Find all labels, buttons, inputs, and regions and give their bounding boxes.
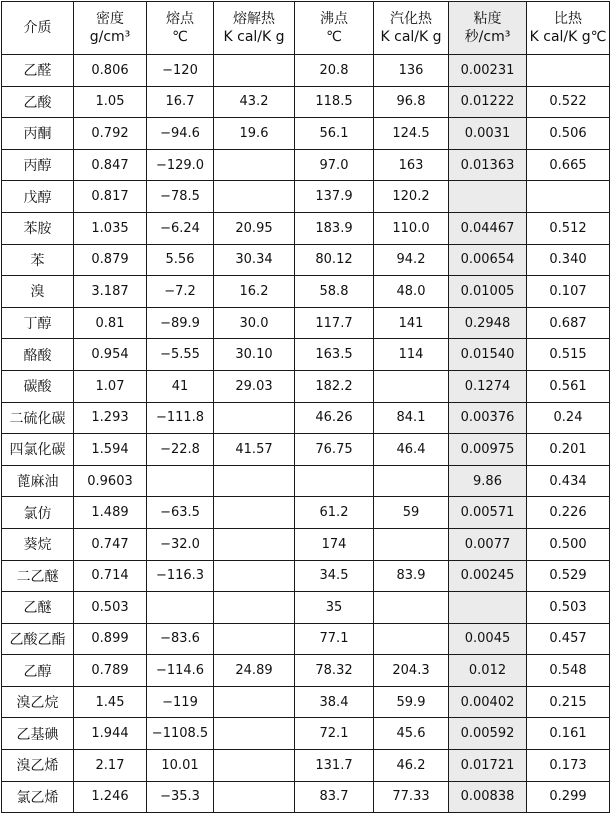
medium-name-cell: 溴 — [2, 276, 74, 308]
table-cell: −1108.5 — [147, 718, 214, 750]
table-row — [2, 686, 610, 718]
table-cell: 0.81 — [74, 307, 147, 339]
table-cell — [214, 497, 295, 529]
column-unit: ℃ — [326, 29, 342, 45]
table-cell: 0.340 — [527, 244, 610, 276]
column-name: 汽化热 — [390, 11, 432, 27]
table-cell: 0.665 — [527, 149, 610, 181]
table-cell — [527, 55, 610, 87]
column-unit: ℃ — [172, 29, 188, 45]
table-cell: 1.07 — [74, 370, 147, 402]
column-name: 熔解热 — [233, 11, 275, 27]
table-row — [2, 118, 610, 150]
column-name: 密度 — [96, 11, 124, 27]
table-cell — [374, 370, 449, 402]
table-cell: 10.01 — [147, 750, 214, 782]
table-cell: 0.529 — [527, 560, 610, 592]
medium-name-cell: 乙醛 — [2, 55, 74, 87]
table-row — [2, 402, 610, 434]
table-cell: 131.7 — [295, 750, 374, 782]
table-cell: 0.215 — [527, 686, 610, 718]
table-cell: 0.24 — [527, 402, 610, 434]
table-cell: 0.847 — [74, 149, 147, 181]
table-cell: 59.9 — [374, 686, 449, 718]
table-cell: 0.9603 — [74, 465, 147, 497]
table-cell: −6.24 — [147, 212, 214, 244]
table-row — [2, 181, 610, 213]
table-cell — [147, 592, 214, 624]
table-cell: −129.0 — [147, 149, 214, 181]
table-row — [2, 370, 610, 402]
table-cell: 0.04467 — [449, 212, 527, 244]
table-cell — [374, 465, 449, 497]
table-cell: 29.03 — [214, 370, 295, 402]
table-cell: 46.4 — [374, 434, 449, 466]
column-header — [449, 2, 527, 55]
table-cell — [374, 528, 449, 560]
table-row — [2, 307, 610, 339]
medium-name-cell: 苯 — [2, 244, 74, 276]
table-cell: 94.2 — [374, 244, 449, 276]
table-row — [2, 497, 610, 529]
header-row — [2, 2, 610, 55]
table-cell: 0.0077 — [449, 528, 527, 560]
table-cell: −5.55 — [147, 339, 214, 371]
table-cell: 24.89 — [214, 655, 295, 687]
table-cell: 56.1 — [295, 118, 374, 150]
table-cell: 0.0031 — [449, 118, 527, 150]
table-cell — [214, 528, 295, 560]
table-cell: 41.57 — [214, 434, 295, 466]
table-cell: −83.6 — [147, 623, 214, 655]
medium-name-cell: 碳酸 — [2, 370, 74, 402]
medium-name-cell: 氯仿 — [2, 497, 74, 529]
table-cell: 30.34 — [214, 244, 295, 276]
table-cell: 0.00571 — [449, 497, 527, 529]
table-cell: 0.01005 — [449, 276, 527, 308]
table-cell: 0.806 — [74, 55, 147, 87]
table-row — [2, 212, 610, 244]
table-row — [2, 718, 610, 750]
table-cell: 43.2 — [214, 86, 295, 118]
table-cell: −89.9 — [147, 307, 214, 339]
table-cell: 141 — [374, 307, 449, 339]
medium-name-cell: 葵烷 — [2, 528, 74, 560]
table-row — [2, 528, 610, 560]
table-cell: 46.2 — [374, 750, 449, 782]
medium-name-cell: 丙酮 — [2, 118, 74, 150]
table-cell: 182.2 — [295, 370, 374, 402]
table-row — [2, 55, 610, 87]
table-cell: −119 — [147, 686, 214, 718]
table-cell: 0.00975 — [449, 434, 527, 466]
table-cell: 3.187 — [74, 276, 147, 308]
column-name: 粘度 — [473, 11, 502, 27]
table-cell: 0.500 — [527, 528, 610, 560]
table-row — [2, 781, 610, 813]
table-cell: 0.561 — [527, 370, 610, 402]
table-cell: −32.0 — [147, 528, 214, 560]
table-cell: −7.2 — [147, 276, 214, 308]
table-cell: 45.6 — [374, 718, 449, 750]
column-unit: g/cm³ — [89, 29, 131, 45]
table-cell: 163 — [374, 149, 449, 181]
table-cell — [449, 181, 527, 213]
column-unit: K cal/K g — [223, 29, 285, 45]
table-cell: 0.714 — [74, 560, 147, 592]
table-cell: 76.75 — [295, 434, 374, 466]
table-cell: 183.9 — [295, 212, 374, 244]
column-name: 熔点 — [166, 11, 194, 27]
table-cell: −78.5 — [147, 181, 214, 213]
table-cell: 0.00838 — [449, 781, 527, 813]
table-cell: 0.512 — [527, 212, 610, 244]
table-cell: −63.5 — [147, 497, 214, 529]
table-cell: 96.8 — [374, 86, 449, 118]
table-cell: 0.012 — [449, 655, 527, 687]
table-cell — [214, 750, 295, 782]
table-cell: 30.10 — [214, 339, 295, 371]
table-cell: 0.173 — [527, 750, 610, 782]
table-cell — [147, 465, 214, 497]
table-cell: 77.1 — [295, 623, 374, 655]
table-cell: 1.035 — [74, 212, 147, 244]
table-cell: 0.201 — [527, 434, 610, 466]
table-cell — [214, 181, 295, 213]
table-body — [2, 55, 610, 813]
table-row — [2, 434, 610, 466]
table-cell: 0.00654 — [449, 244, 527, 276]
table-cell — [374, 592, 449, 624]
medium-name-cell: 酪酸 — [2, 339, 74, 371]
table-cell: 1.489 — [74, 497, 147, 529]
table-cell — [214, 402, 295, 434]
table-cell: 72.1 — [295, 718, 374, 750]
table-cell: −120 — [147, 55, 214, 87]
table-cell: 1.05 — [74, 86, 147, 118]
table-cell: 0.226 — [527, 497, 610, 529]
table-cell: 83.9 — [374, 560, 449, 592]
medium-name-cell: 乙醇 — [2, 655, 74, 687]
table-cell: −22.8 — [147, 434, 214, 466]
table-cell: −114.6 — [147, 655, 214, 687]
table-cell: 0.789 — [74, 655, 147, 687]
table-cell: −111.8 — [147, 402, 214, 434]
column-header — [295, 2, 374, 55]
column-unit: K cal/K g℃ — [529, 29, 607, 45]
table-cell: 1.594 — [74, 434, 147, 466]
table-cell: 84.1 — [374, 402, 449, 434]
table-cell: 58.8 — [295, 276, 374, 308]
medium-name-cell: 乙酸乙酯 — [2, 623, 74, 655]
table-cell: 0.161 — [527, 718, 610, 750]
table-cell: 41 — [147, 370, 214, 402]
table-cell — [214, 623, 295, 655]
table-cell: 1.246 — [74, 781, 147, 813]
table-cell: 0.01721 — [449, 750, 527, 782]
table-cell: 0.503 — [527, 592, 610, 624]
table-cell: 16.7 — [147, 86, 214, 118]
table-cell: 0.747 — [74, 528, 147, 560]
table-cell: 0.01363 — [449, 149, 527, 181]
table-cell — [214, 560, 295, 592]
column-unit: K cal/K g — [380, 29, 442, 45]
table-row — [2, 655, 610, 687]
table-cell: 0.954 — [74, 339, 147, 371]
table-cell: 5.56 — [147, 244, 214, 276]
table-cell: 0.107 — [527, 276, 610, 308]
table-cell — [374, 623, 449, 655]
table-row — [2, 592, 610, 624]
table-cell: 97.0 — [295, 149, 374, 181]
medium-name-cell: 丁醇 — [2, 307, 74, 339]
table-cell: 0.00376 — [449, 402, 527, 434]
table-cell: 0.01540 — [449, 339, 527, 371]
medium-name-cell: 溴乙烷 — [2, 686, 74, 718]
table-cell: 0.522 — [527, 86, 610, 118]
table-cell: 9.86 — [449, 465, 527, 497]
column-unit: 秒/cm³ — [464, 29, 511, 45]
table-cell: 0.0045 — [449, 623, 527, 655]
medium-name-cell: 二乙醚 — [2, 560, 74, 592]
table-row — [2, 149, 610, 181]
table-cell: 0.00592 — [449, 718, 527, 750]
table-cell — [527, 181, 610, 213]
table-cell — [214, 149, 295, 181]
table-cell: 0.792 — [74, 118, 147, 150]
table-cell: 77.33 — [374, 781, 449, 813]
column-name: 沸点 — [320, 11, 348, 27]
table-cell: 137.9 — [295, 181, 374, 213]
table-cell: 0.01222 — [449, 86, 527, 118]
table-cell: 20.95 — [214, 212, 295, 244]
table-cell: 0.879 — [74, 244, 147, 276]
column-header — [527, 2, 610, 55]
table-cell: 20.8 — [295, 55, 374, 87]
table-row — [2, 560, 610, 592]
medium-name-cell: 苯胺 — [2, 212, 74, 244]
table-cell: 163.5 — [295, 339, 374, 371]
table-cell: 59 — [374, 497, 449, 529]
table-cell: 204.3 — [374, 655, 449, 687]
table-cell: 80.12 — [295, 244, 374, 276]
table-cell: 1.293 — [74, 402, 147, 434]
table-cell: 0.299 — [527, 781, 610, 813]
column-header — [214, 2, 295, 55]
table-cell: 117.7 — [295, 307, 374, 339]
table-cell: 38.4 — [295, 686, 374, 718]
physical-properties-table — [1, 1, 610, 813]
table-cell: 35 — [295, 592, 374, 624]
table-cell: −94.6 — [147, 118, 214, 150]
table-cell — [214, 781, 295, 813]
table-row — [2, 276, 610, 308]
table-cell: 136 — [374, 55, 449, 87]
table-cell: 114 — [374, 339, 449, 371]
table-cell: 83.7 — [295, 781, 374, 813]
table-cell — [295, 465, 374, 497]
table-cell: 0.899 — [74, 623, 147, 655]
table-cell: 34.5 — [295, 560, 374, 592]
table-cell: 0.00402 — [449, 686, 527, 718]
table-cell — [214, 686, 295, 718]
table-cell: 0.2948 — [449, 307, 527, 339]
table-row — [2, 465, 610, 497]
table-cell: 1.45 — [74, 686, 147, 718]
table-row — [2, 623, 610, 655]
table-cell: 46.26 — [295, 402, 374, 434]
medium-name-cell: 四氯化碳 — [2, 434, 74, 466]
table-cell: 120.2 — [374, 181, 449, 213]
table-cell: 0.457 — [527, 623, 610, 655]
table-cell: 0.00245 — [449, 560, 527, 592]
column-header — [374, 2, 449, 55]
table-cell: −116.3 — [147, 560, 214, 592]
column-header — [147, 2, 214, 55]
table-cell: 0.00231 — [449, 55, 527, 87]
table-row — [2, 86, 610, 118]
table-cell: 19.6 — [214, 118, 295, 150]
table-cell: 0.506 — [527, 118, 610, 150]
table-cell: 61.2 — [295, 497, 374, 529]
table-cell — [449, 592, 527, 624]
medium-name-cell: 乙醚 — [2, 592, 74, 624]
table-cell — [214, 592, 295, 624]
table-cell: 0.434 — [527, 465, 610, 497]
medium-name-cell: 戊醇 — [2, 181, 74, 213]
table-cell: 0.687 — [527, 307, 610, 339]
table-cell — [214, 465, 295, 497]
medium-name-cell: 溴乙烯 — [2, 750, 74, 782]
table-cell: 0.548 — [527, 655, 610, 687]
table-cell: 2.17 — [74, 750, 147, 782]
column-name: 比热 — [554, 11, 582, 27]
table-cell: 78.32 — [295, 655, 374, 687]
table-cell: 110.0 — [374, 212, 449, 244]
table-cell: 124.5 — [374, 118, 449, 150]
table-cell: −35.3 — [147, 781, 214, 813]
table-cell: 1.944 — [74, 718, 147, 750]
table-row — [2, 244, 610, 276]
medium-name-cell: 乙酸 — [2, 86, 74, 118]
table-cell: 118.5 — [295, 86, 374, 118]
table-cell: 16.2 — [214, 276, 295, 308]
medium-name-cell: 乙基碘 — [2, 718, 74, 750]
table-cell: 174 — [295, 528, 374, 560]
medium-name-cell: 丙醇 — [2, 149, 74, 181]
table-cell: 0.1274 — [449, 370, 527, 402]
table-cell: 0.503 — [74, 592, 147, 624]
medium-name-cell: 氯乙烯 — [2, 781, 74, 813]
table-cell: 30.0 — [214, 307, 295, 339]
column-header — [2, 2, 74, 55]
table-cell: 0.515 — [527, 339, 610, 371]
medium-name-cell: 二硫化碳 — [2, 402, 74, 434]
column-name: 介质 — [23, 20, 52, 36]
column-header — [74, 2, 147, 55]
table-cell: 48.0 — [374, 276, 449, 308]
table-row — [2, 750, 610, 782]
table-cell — [214, 55, 295, 87]
medium-name-cell: 蓖麻油 — [2, 465, 74, 497]
table-cell: 0.817 — [74, 181, 147, 213]
table-row — [2, 339, 610, 371]
table-cell — [214, 718, 295, 750]
